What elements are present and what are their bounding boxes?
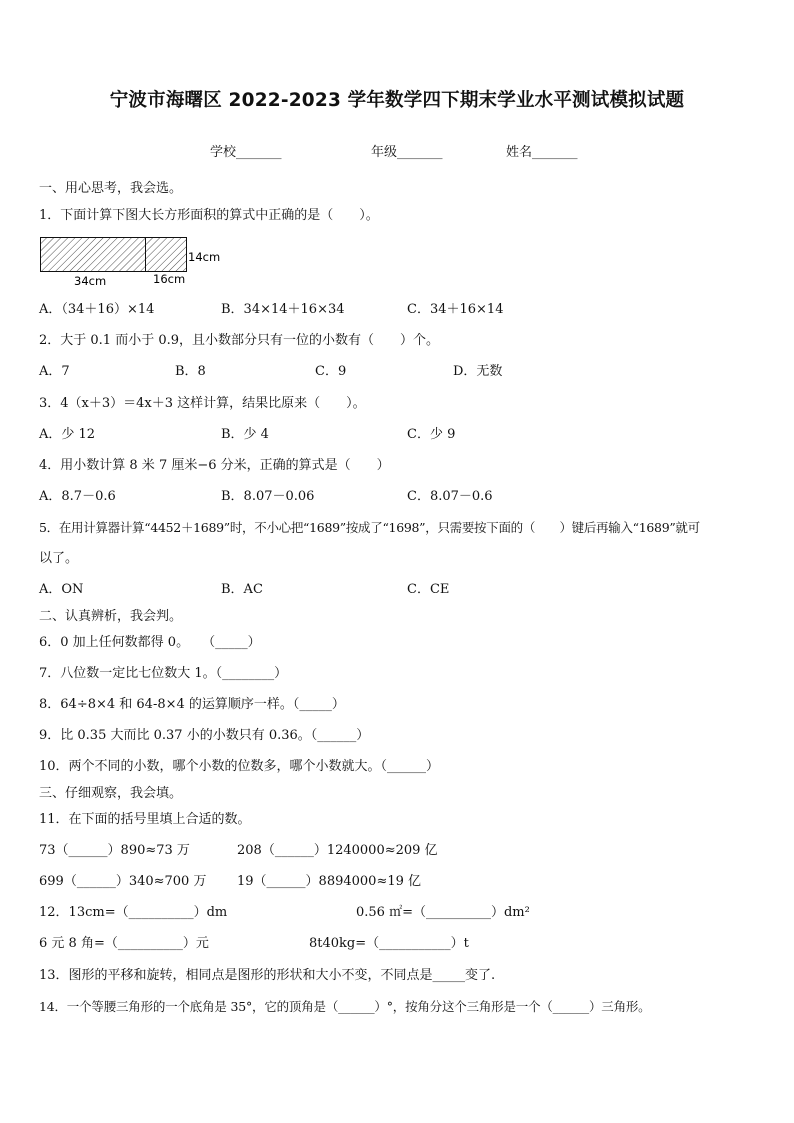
q2-option-a: A．7 — [39, 364, 70, 379]
q11-item-2: 208（______）1240000≈209 亿 — [237, 843, 438, 858]
question-7: 7．八位数一定比七位数大 1。（________） — [39, 666, 288, 681]
q1-option-a: A．（34＋16）×14 — [39, 302, 155, 317]
width-label-1: 34cm — [74, 274, 107, 288]
q2-option-b: B．8 — [175, 364, 206, 379]
q1-option-b: B．34×14＋16×34 — [221, 302, 345, 317]
small-rectangle-part — [146, 238, 187, 272]
q3-option-a: A．少 12 — [39, 427, 96, 442]
question-2: 2．大于 0.1 而小于 0.9，且小数部分只有一位的小数有（ ）个。 — [39, 333, 440, 348]
q12-item-2: 0.56 ㎡=（__________）dm² — [356, 905, 530, 920]
q2-option-c: C．9 — [315, 364, 347, 379]
question-3: 3．4（x＋3）＝4x＋3 这样计算，结果比原来（ ）。 — [39, 396, 366, 411]
question-8: 8．64÷8×4 和 64-8×4 的运算顺序一样。（_____） — [39, 697, 345, 712]
question-4: 4．用小数计算 8 米 7 厘米−6 分米，正确的算式是（ ） — [39, 458, 390, 473]
q4-option-a: A．8.7－0.6 — [39, 489, 116, 504]
q5-option-a: A．ON — [39, 582, 84, 597]
section-1-heading: 一、用心思考，我会选。 — [39, 181, 183, 196]
section-2-heading: 二、认真辨析，我会判。 — [39, 609, 183, 624]
q3-option-c: C．少 9 — [407, 427, 456, 442]
large-rectangle-part — [41, 238, 146, 272]
question-5: 5．在用计算器计算“4452＋1689”时，不小心把“1689”按成了“1698”，只需要按下面的（ ）键后再输入“1689”就可 — [39, 520, 700, 535]
question-5-continued: 以了。 — [39, 551, 79, 566]
q4-option-c: C．8.07－0.6 — [407, 489, 493, 504]
q12-item-4: 8t40kg=（___________）t — [309, 936, 469, 951]
height-label: 14cm — [188, 250, 221, 264]
width-label-2: 16cm — [153, 272, 186, 286]
q3-option-b: B．少 4 — [221, 427, 269, 442]
page-title: 宁波市海曙区 2022-2023 学年数学四下期末学业水平测试模拟试题 — [109, 90, 685, 111]
name-field: 姓名_______ — [506, 145, 578, 160]
section-3-heading: 三、仔细观察，我会填。 — [39, 786, 183, 801]
q5-option-b: B．AC — [221, 582, 263, 597]
question-1: 1．下面计算下图大长方形面积的算式中正确的是（ ）。 — [39, 208, 379, 223]
question-11: 11．在下面的括号里填上合适的数。 — [39, 812, 251, 827]
question-9: 9．比 0.35 大而比 0.37 小的小数只有 0.36。（______） — [39, 728, 370, 743]
q11-item-3: 699（______）340≈700 万 — [39, 874, 207, 889]
question-10: 10．两个不同的小数，哪个小数的位数多，哪个小数就大。（______） — [39, 759, 440, 774]
q11-item-1: 73（______）890≈73 万 — [39, 843, 190, 858]
q12-item-3: 6 元 8 角=（__________）元 — [39, 936, 209, 951]
q12-item-1: 12．13cm=（__________）dm — [39, 905, 228, 920]
question-13: 13．图形的平移和旋转，相同点是图形的形状和大小不变，不同点是_____变了. — [39, 968, 496, 983]
q11-item-4: 19（______）8894000≈19 亿 — [237, 874, 422, 889]
q2-option-d: D．无数 — [453, 364, 503, 379]
grade-field: 年级_______ — [371, 145, 443, 160]
rectangle-diagram — [40, 237, 240, 297]
question-14: 14．一个等腰三角形的一个底角是 35°，它的顶角是（______）°，按角分这个三角形是一个（______）三角形。 — [39, 999, 651, 1014]
school-field: 学校_______ — [210, 145, 282, 160]
q5-option-c: C．CE — [407, 582, 450, 597]
q4-option-b: B．8.07－0.06 — [221, 489, 315, 504]
question-6: 6．0 加上任何数都得 0。 （_____） — [39, 635, 261, 650]
q1-option-c: C．34＋16×14 — [407, 302, 504, 317]
